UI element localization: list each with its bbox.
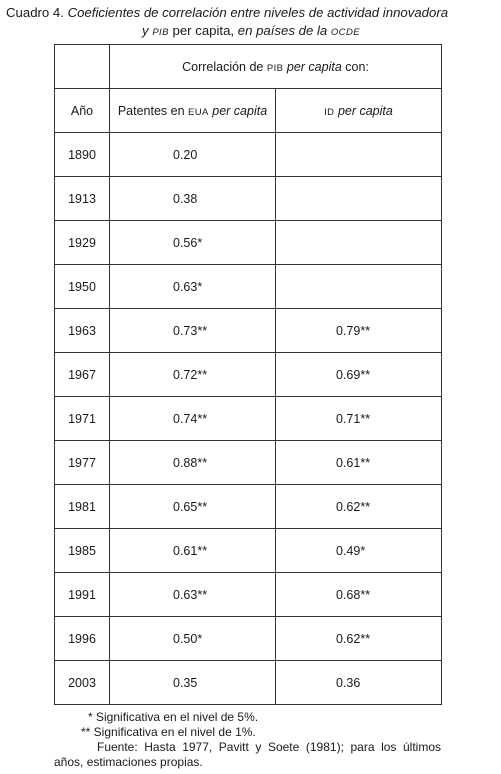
header-patents-eua: EUA — [188, 106, 209, 118]
caption-line-1 — [6, 4, 496, 22]
id-value-cell: 0.36 — [276, 661, 442, 705]
table-row — [55, 441, 442, 485]
header-empty-cell — [55, 45, 110, 89]
id-value-cell — [276, 221, 442, 265]
patents-value-cell: 0.35 — [110, 661, 276, 705]
table-row — [55, 661, 442, 705]
caption-label: Cuadro 4. — [6, 5, 64, 20]
source-note: Fuente: Hasta 1977, Pavitt y Soete (1981); para los últimos años, estimaciones propias. — [54, 740, 441, 769]
year-cell: 1913 — [55, 177, 110, 221]
id-value-cell: 0.69** — [276, 353, 442, 397]
patents-value-cell: 0.50* — [110, 617, 276, 661]
table-row — [55, 573, 442, 617]
year-cell: 2003 — [55, 661, 110, 705]
table-row — [55, 265, 442, 309]
caption-per-capita: per capita, — [172, 23, 235, 38]
header-year: Año — [55, 89, 110, 133]
header-id-italic: per capita — [337, 103, 393, 118]
table-row — [55, 353, 442, 397]
patents-value-cell: 0.20 — [110, 133, 276, 177]
id-value-cell: 0.68** — [276, 573, 442, 617]
table-row — [55, 177, 442, 221]
year-cell: 1977 — [55, 441, 110, 485]
patents-value-cell: 0.38 — [110, 177, 276, 221]
id-value-cell — [276, 177, 442, 221]
table-row — [55, 485, 442, 529]
id-value-cell: 0.79** — [276, 309, 442, 353]
id-value-cell: 0.62** — [276, 485, 442, 529]
id-value-cell: 0.71** — [276, 397, 442, 441]
year-cell: 1963 — [55, 309, 110, 353]
caption-pib: PIB — [152, 27, 169, 38]
table-row — [55, 529, 442, 573]
header-main-prefix: Correlación de — [182, 59, 264, 74]
header-id — [276, 89, 442, 133]
patents-value-cell: 0.65** — [110, 485, 276, 529]
note-1-percent: ** Significativa en el nivel de 1%. — [81, 725, 256, 739]
year-cell: 1890 — [55, 133, 110, 177]
caption-ocde: OCDE — [330, 27, 360, 38]
id-value-cell — [276, 133, 442, 177]
id-value-cell — [276, 265, 442, 309]
table-notes — [54, 710, 441, 770]
table-row — [55, 617, 442, 661]
header-main-suffix: con: — [345, 59, 369, 74]
table-row — [55, 133, 442, 177]
id-value-cell: 0.61** — [276, 441, 442, 485]
correlation-table — [54, 44, 442, 705]
patents-value-cell: 0.73** — [110, 309, 276, 353]
header-id-prefix: ID — [324, 106, 335, 118]
header-main-italic: per capita — [286, 59, 342, 74]
year-cell: 1967 — [55, 353, 110, 397]
header-main-cell — [110, 45, 442, 89]
caption-line-2 — [6, 22, 496, 42]
caption-en: en países de la — [237, 23, 328, 38]
patents-value-cell: 0.56* — [110, 221, 276, 265]
patents-value-cell: 0.88** — [110, 441, 276, 485]
table-row — [55, 397, 442, 441]
header-row-sub — [55, 89, 442, 133]
caption-y: y — [142, 23, 149, 38]
year-cell: 1991 — [55, 573, 110, 617]
patents-value-cell: 0.74** — [110, 397, 276, 441]
caption-title: Coeficientes de correlación entre niveles de actividad innovadora — [67, 5, 449, 20]
header-patents-prefix: Patentes en — [117, 103, 185, 118]
patents-value-cell: 0.61** — [110, 529, 276, 573]
year-cell: 1996 — [55, 617, 110, 661]
table-row — [55, 221, 442, 265]
year-cell: 1929 — [55, 221, 110, 265]
id-value-cell: 0.49* — [276, 529, 442, 573]
note-5-percent: * Significativa en el nivel de 5%. — [88, 710, 259, 724]
header-patents-italic: per capita — [212, 103, 268, 118]
year-cell: 1981 — [55, 485, 110, 529]
table-caption — [6, 4, 496, 42]
table-row — [55, 309, 442, 353]
year-cell: 1971 — [55, 397, 110, 441]
id-value-cell: 0.62** — [276, 617, 442, 661]
year-cell: 1985 — [55, 529, 110, 573]
header-main-pib: PIB — [266, 62, 284, 74]
patents-value-cell: 0.63** — [110, 573, 276, 617]
header-patents — [110, 89, 276, 133]
header-row-main — [55, 45, 442, 89]
year-cell: 1950 — [55, 265, 110, 309]
patents-value-cell: 0.63* — [110, 265, 276, 309]
patents-value-cell: 0.72** — [110, 353, 276, 397]
